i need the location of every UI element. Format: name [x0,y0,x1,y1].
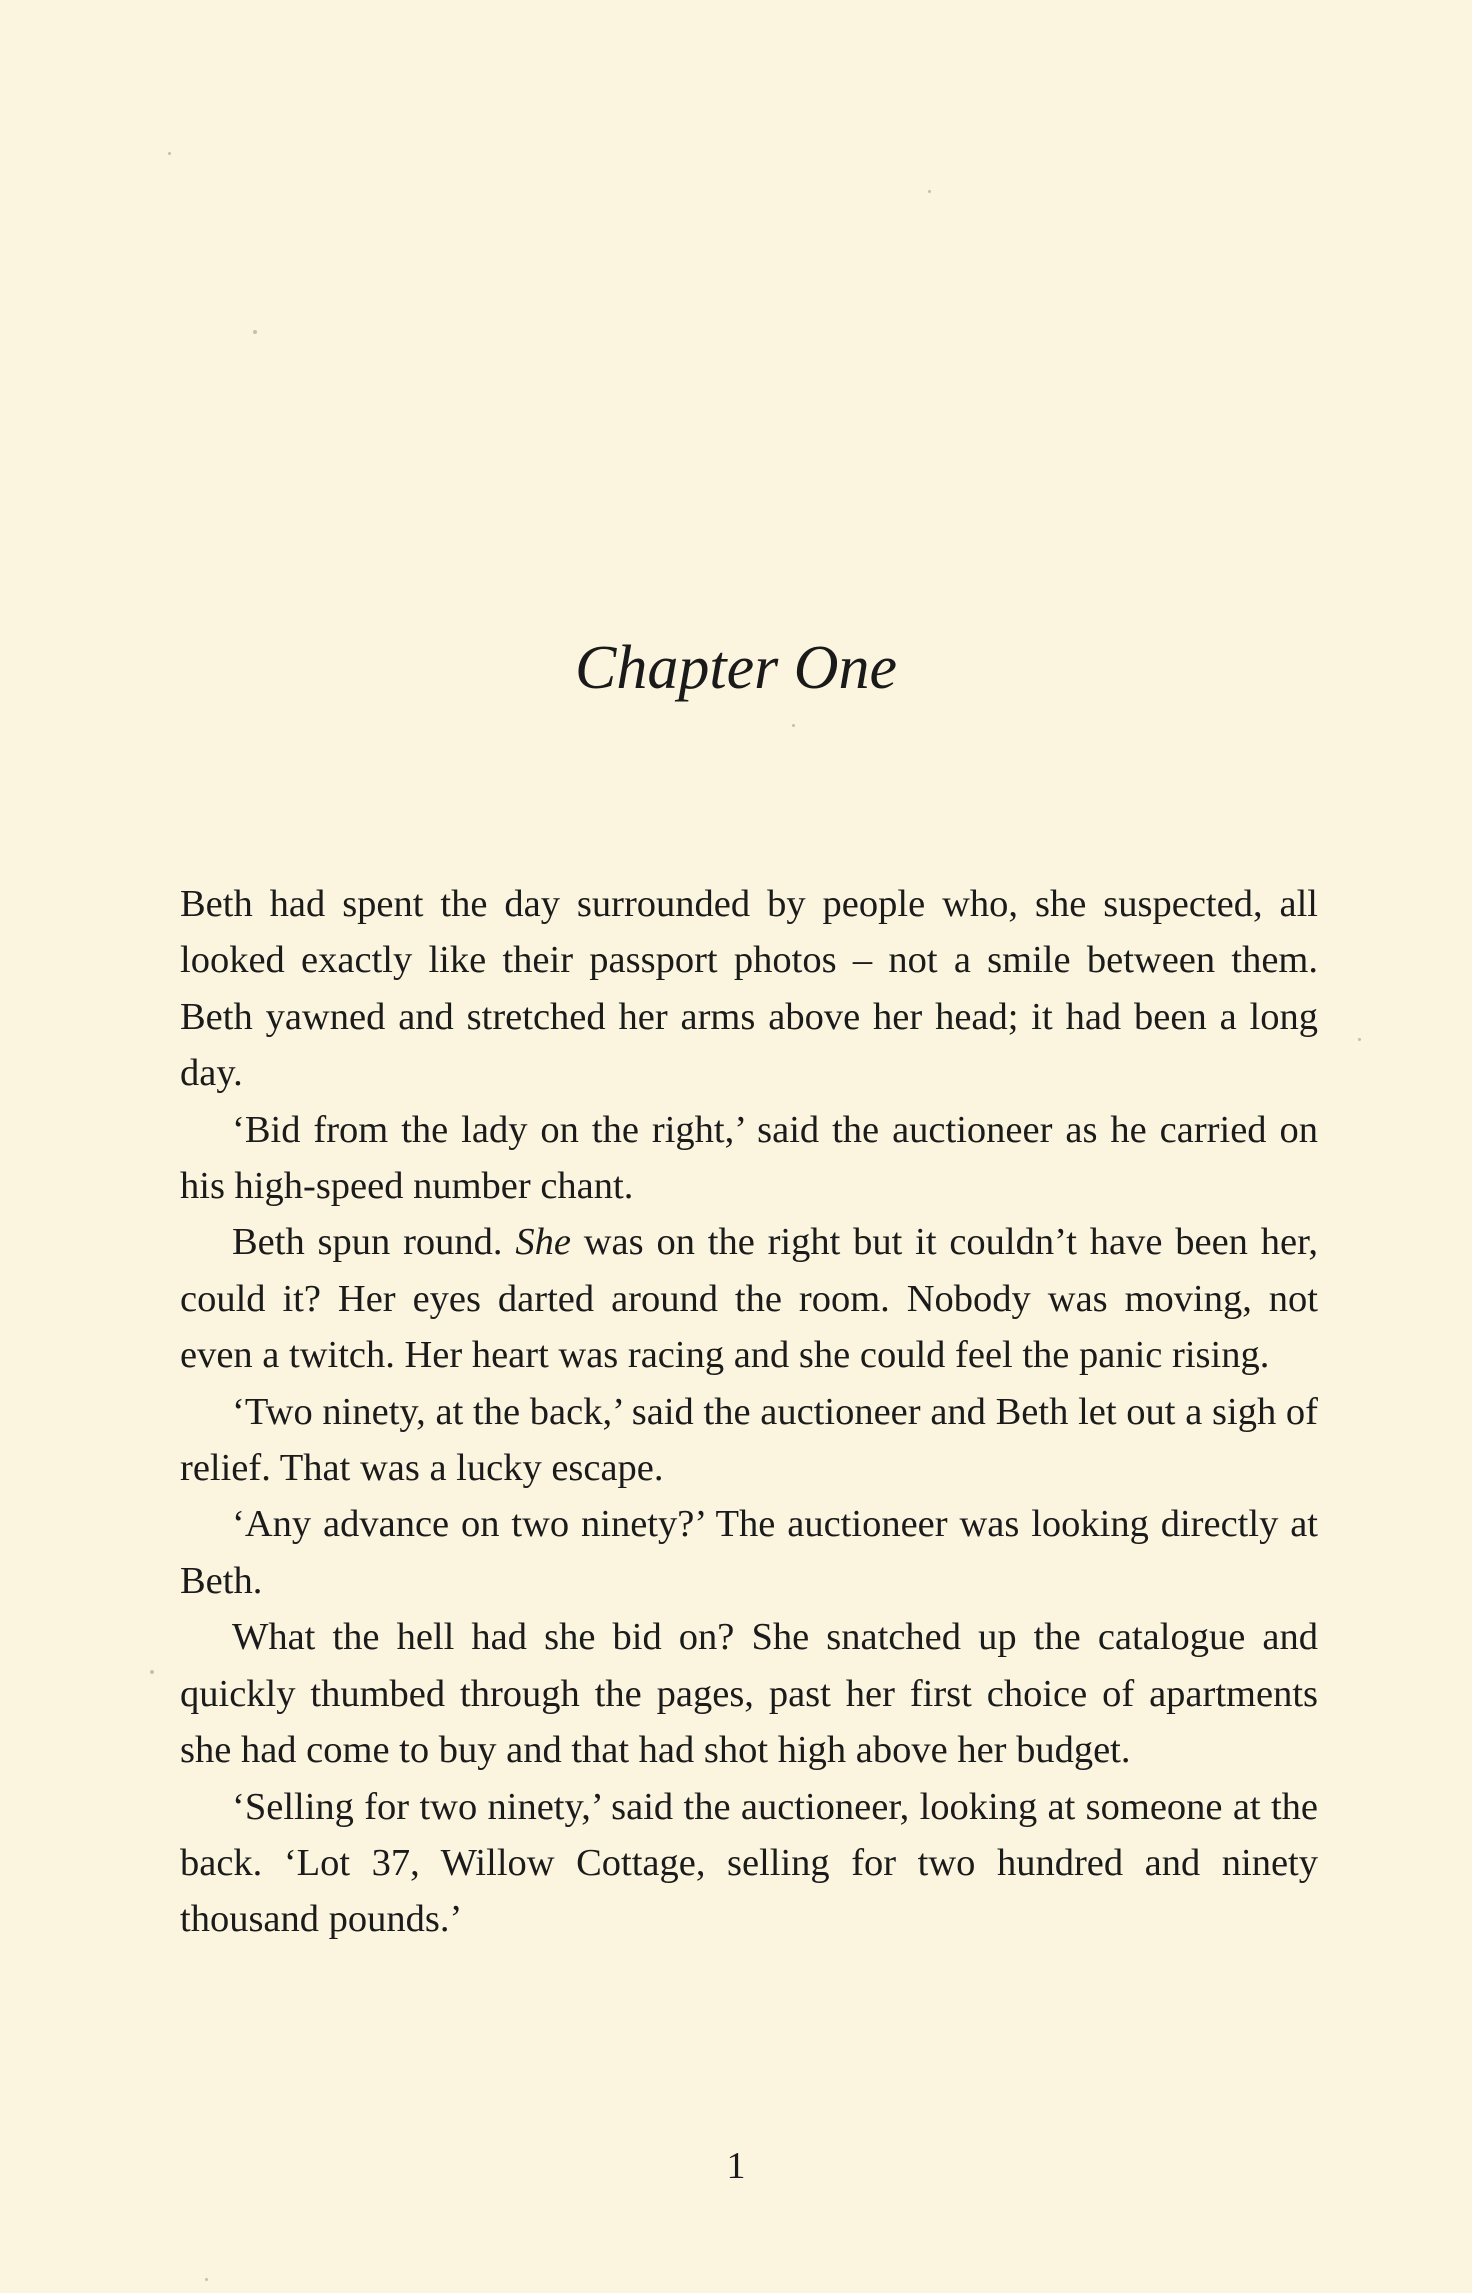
paragraph-1: Beth had spent the day surrounded by people who, she suspected, all looked exactly like their passport photos – not a smile between them. Beth yawned and stretched her arms above her head; it had been a long day. [180,883,1318,1095]
paragraph-5: ‘Any advance on two ninety?’ The auctioneer was looking directly at Beth. [180,1503,1318,1602]
scan-speck [253,330,257,334]
chapter-title: Chapter One [574,634,898,702]
scan-speck [792,724,795,727]
scan-speck [928,190,931,193]
paragraph-3-part-1: Beth spun round. [232,1221,516,1264]
page-number: 1 [726,2145,746,2187]
paragraph-3 [180,1214,1318,1383]
paragraph-3-emphasis: She [515,1221,571,1264]
scan-speck [168,152,171,155]
paragraph-6: What the hell had she bid on? She snatched up the catalogue and quickly thumbed through the pages, past her first choice of apartments she had come to buy and that had shot high above her budget. [180,1616,1318,1772]
chapter-body [180,876,1318,1948]
paragraph-2: ‘Bid from the lady on the right,’ said the auctioneer as he carried on his high-speed number chant. [180,1108,1318,1208]
scan-speck [205,2278,208,2281]
paragraph-3-part-2: was on the right but it couldn’t have been her, could it? Her eyes darted around the room. Nobody was moving, not even a twitch. Her heart was racing and she could feel the panic rising. [180,1221,1318,1377]
scan-speck [1358,1038,1361,1041]
paragraph-7: ‘Selling for two ninety,’ said the auctioneer, looking at someone at the back. ‘Lot 37, Willow Cottage, selling for two hundred and ninety thousand pounds.’ [180,1785,1318,1941]
paragraph-4: ‘Two ninety, at the back,’ said the auctioneer and Beth let out a sigh of relief. That was a lucky escape. [180,1390,1318,1490]
scan-speck [150,1670,154,1674]
